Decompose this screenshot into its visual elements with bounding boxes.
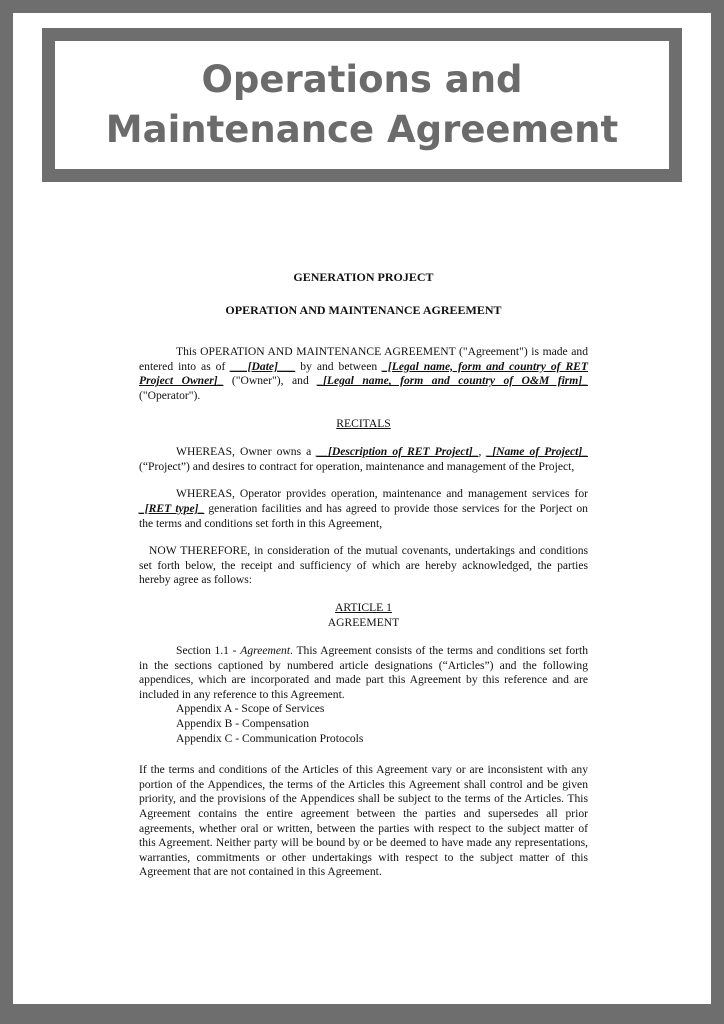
whereas-paragraph-2 — [139, 487, 588, 531]
whereas1-text-1: WHEREAS, Owner owns a — [176, 445, 317, 459]
now-therefore-paragraph: NOW THEREFORE, in consideration of the mutual covenants, undertakings and conditions set forth below, the receipt and sufficiency of which are hereby acknowledged, the parties hereby agree as follows: — [139, 544, 588, 587]
whereas-paragraph-1 — [139, 445, 588, 474]
banner-title: Operations and Maintenance Agreement — [105, 58, 619, 151]
project-name-placeholder: _[Name of Project]_ — [486, 445, 589, 459]
whereas2-text-2: generation facilities and has agreed to provide those services for the Porject on the terms and conditions set forth in this Agreement, — [139, 501, 588, 530]
intro-text-3: ("Owner"), and — [223, 374, 318, 388]
appendix-item-a: Appendix A - Scope of Services — [176, 702, 325, 716]
appendix-list — [139, 702, 588, 746]
whereas1-text-3: (“Project”) and desires to contract for operation, maintenance and management of the Project, — [139, 459, 575, 473]
whereas1-text-2: , — [478, 445, 487, 459]
section-lead: Section 1.1 - — [176, 644, 241, 658]
final-paragraph: If the terms and conditions of the Articles of this Agreement vary or are inconsistent with any portion of the Appendices, the terms of the Articles this Agreement shall control and be given priority, and the provisions of the Appendices shall be subject to the terms of the Articles. This Agreement contains the entire agreement between the parties and supersedes all prior agreements, whether oral or written, between the parties with respect to the subject matter of this Agreement. Neither party will be bound by or be deemed to have made any representations, warranties, commitments or other undertakings with respect to the subject matter of this Agreement that are not contained in this Agreement. — [139, 763, 588, 879]
article-number: ARTICLE 1 — [335, 600, 392, 614]
section-body: . This Agreement consists of the terms and conditions set forth in the sections captioned by numbered article designations (“Articles”) and the following appendices, which are incorporated and made part this Agreement by this reference and are included in any reference to this Agreement. — [139, 644, 589, 701]
document-heading-2: OPERATION AND MAINTENANCE AGREEMENT — [225, 302, 502, 317]
title-banner — [42, 28, 682, 182]
date-placeholder: ___[Date]___ — [230, 359, 296, 373]
appendix-item-b: Appendix B - Compensation — [176, 717, 309, 731]
recitals-heading: RECITALS — [336, 416, 391, 430]
article-heading — [139, 601, 588, 630]
document-heading-1: GENERATION PROJECT — [293, 270, 434, 284]
owner-placeholder: _[Legal name, form and country of RET Project Owner]_ — [139, 359, 588, 388]
ret-type-placeholder: _[RET type]_ — [139, 501, 205, 515]
intro-paragraph — [139, 345, 588, 403]
intro-text-1: This OPERATION AND MAINTENANCE AGREEMENT ("Agreement") is made and entered into as of — [139, 345, 588, 373]
agreement-document — [139, 270, 588, 880]
appendix-item-c: Appendix C - Communication Protocols — [176, 731, 364, 745]
intro-text-2: by and between — [295, 359, 383, 373]
section-title: Agreement — [240, 644, 291, 658]
project-description-placeholder: __[Description of RET Project]_ — [316, 445, 479, 459]
intro-text-4: ("Operator"). — [139, 388, 201, 402]
whereas2-text-1: WHEREAS, Operator provides operation, maintenance and management services for — [176, 487, 588, 501]
section-1-1-paragraph — [139, 644, 588, 702]
article-title: AGREEMENT — [327, 615, 400, 629]
operator-placeholder: _[Legal name, form and country of O&M firm]_ — [317, 374, 588, 388]
